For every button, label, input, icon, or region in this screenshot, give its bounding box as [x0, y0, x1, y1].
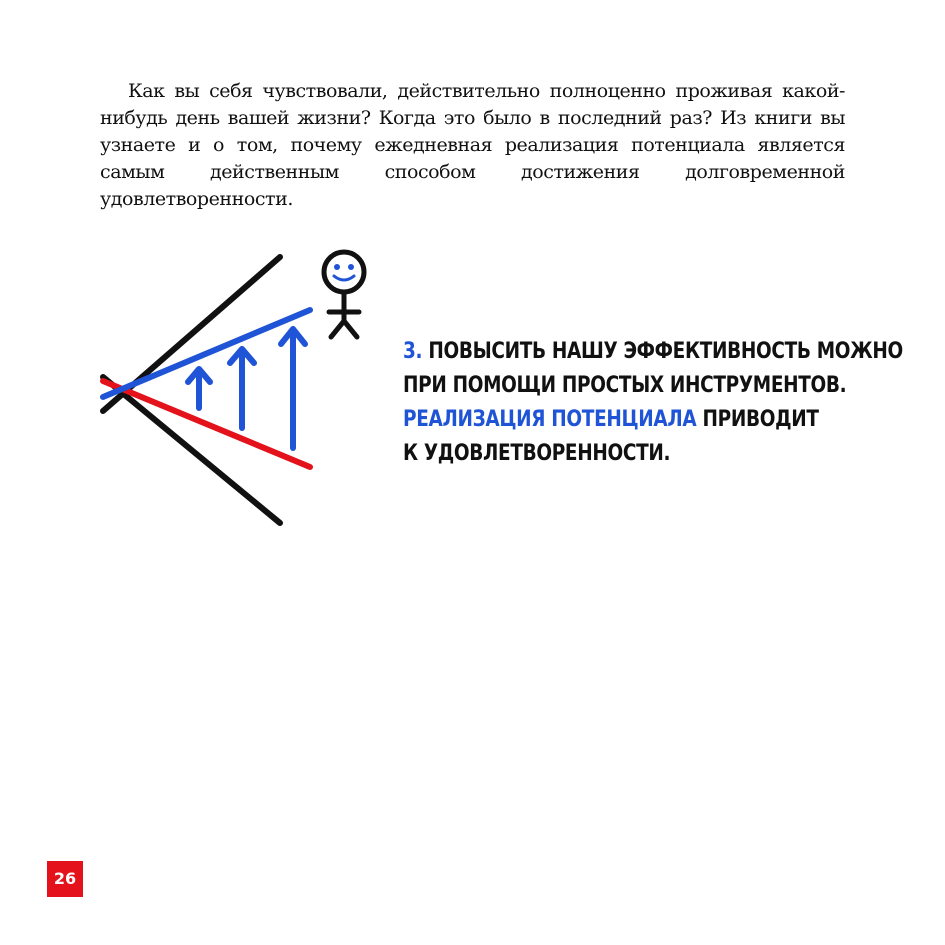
red-line — [103, 381, 310, 467]
caption-line-3 — [403, 403, 819, 437]
caption-line-1-text: ПОВЫСИТЬ НАШУ ЭФФЕКТИВНОСТЬ МОЖНО — [422, 339, 903, 364]
up-arrow-icon — [230, 349, 254, 428]
stick-figure-icon — [324, 252, 364, 337]
potential-diagram — [95, 245, 385, 535]
page-number-badge: 26 — [47, 861, 83, 897]
up-arrow-icon — [281, 329, 305, 448]
caption-line-1 — [403, 335, 903, 369]
body-paragraph: Как вы себя чувствовали, действительно полноценно проживая какой-нибудь день вашей жизни? Когда это было в последний раз? Из книги вы узнаете и о том, почему ежедневная реализация потенциала является самым действенным способом достижения долговременной удовлетворенности. — [100, 80, 845, 210]
up-arrow-icon — [188, 369, 210, 408]
caption-number: 3. — [403, 339, 423, 364]
caption-line-2: ПРИ ПОМОЩИ ПРОСТЫХ ИНСТРУМЕНТОВ. — [403, 373, 847, 398]
caption-line-3-text: ПРИВОДИТ — [696, 407, 819, 432]
caption-highlight: РЕАЛИЗАЦИЯ ПОТЕНЦИАЛА — [403, 407, 697, 432]
diagram-caption — [403, 335, 903, 471]
caption-line-4: К УДОВЛЕТВОРЕННОСТИ. — [403, 441, 671, 466]
